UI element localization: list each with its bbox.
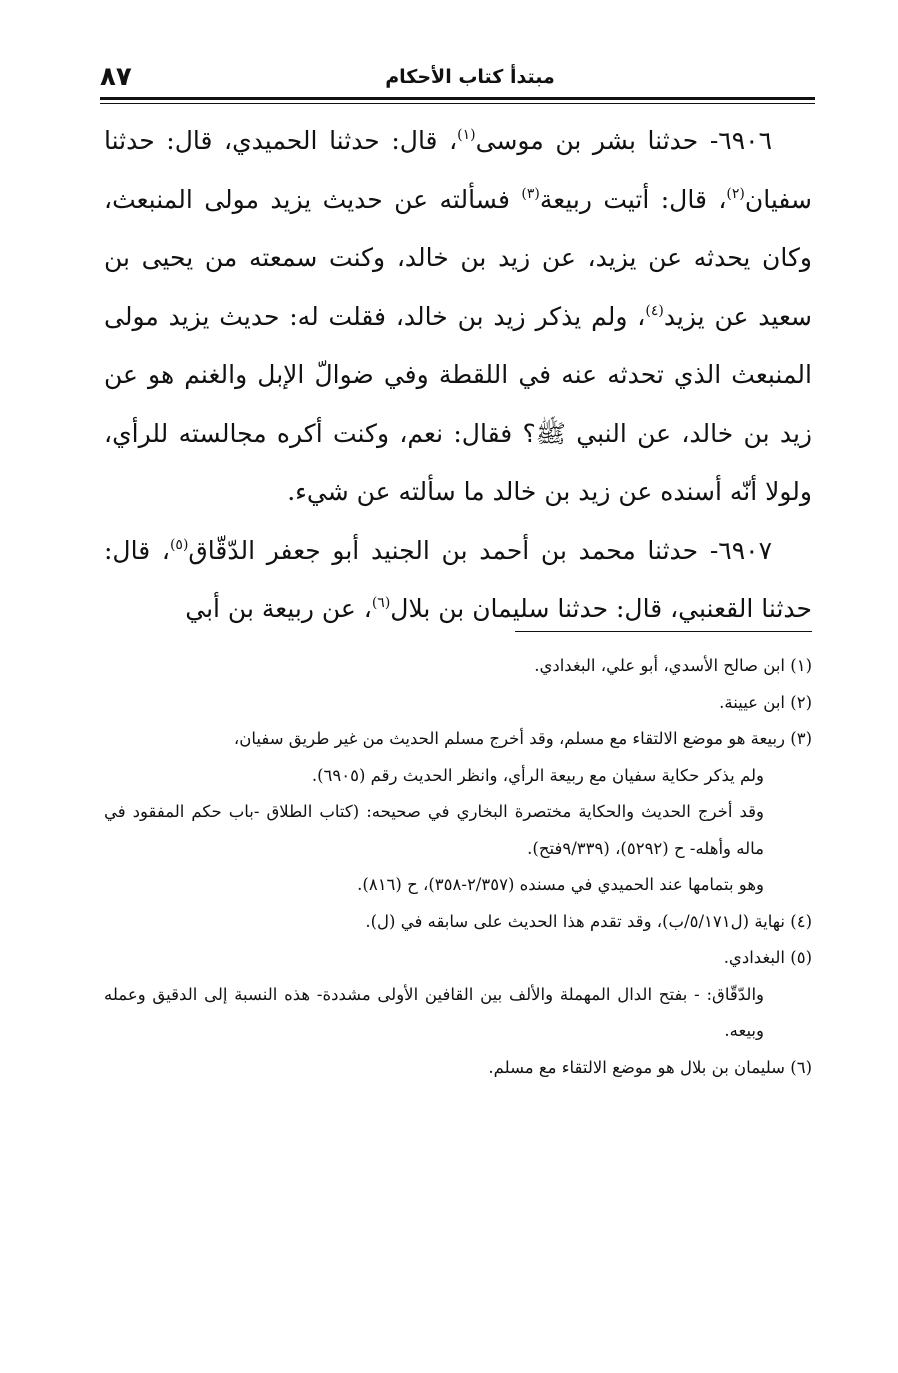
footnote-mark: (٢) [726, 185, 745, 202]
hadith-6907-paragraph [104, 522, 812, 639]
text-segment: ، عن ربيعة بن أبي [185, 594, 372, 623]
footnote-5: (٥) البغدادي. [723, 948, 812, 967]
footnote-mark: (٥) [169, 536, 189, 553]
footnote-6: (٦) سليمان بن بلال هو موضع الالتقاء مع مسلم. [488, 1057, 812, 1077]
footnote-mark: (٣) [521, 185, 540, 202]
footnote-mark: (١) [457, 127, 476, 143]
page-header [100, 52, 815, 98]
page-number: ٨٧ [100, 62, 132, 92]
text-segment: ، ولم يذكر زيد بن خالد، فقلت له: حديث يزيد مولى المنبعث الذي تحدثه عنه في اللقطة وفي ضوالّ الإبل والغنم هو عن زيد بن خالد، عن النبي ﷺ؟ فقال: نعم، وكنت أكره مجالسته للرأي، ولولا أنّه أسنده عن زيد بن خالد ما سألته عن شيء. [104, 301, 812, 506]
hadith-6906-paragraph [104, 112, 812, 522]
footnote-mark: (٤) [645, 302, 664, 319]
header-rule-thick [100, 97, 815, 100]
footnote-3: (٣) ربيعة هو موضع الالتقاء مع مسلم، وقد أخرج مسلم الحديث من غير طريق سفيان، [233, 729, 812, 748]
text-segment: ، قال: أتيت ربيعة [539, 184, 727, 214]
header-rule-thin [100, 103, 815, 104]
text-segment: ٦٩٠٧- حدثنا محمد بن أحمد بن الجنيد أبو جعفر الدّقّاق [188, 535, 773, 565]
text-segment: ٦٩٠٦- حدثنا بشر بن موسى [475, 126, 772, 155]
footnote-3-continuation: وهو بتمامها عند الحميدي في مسنده (٢/٣٥٧-٣٥٨)، ح (٨١٦). [357, 875, 764, 894]
footnotes [104, 648, 812, 1086]
text-segment: فسألته عن حديث يزيد مولى المنبعث، وكان يحدثه عن يزيد، عن زيد بن خالد، وكنت سمعته من يحيى بن سعيد عن يزيد [104, 184, 812, 331]
footnote-mark: (٦) [371, 595, 391, 611]
footnote-4: (٤) نهاية (ل٥/١٧١/ب)، وقد تقدم هذا الحديث على سابقه في (ل). [365, 911, 812, 931]
footnote-3-continuation: وقد أخرج الحديث والحكاية مختصرة البخاري في صحيحه: (كتاب الطلاق -باب حكم المفقود في ماله وأهله- ح (٥٢٩٢)، (٩/٣٣٩فتح). [104, 802, 764, 858]
text-segment: ، قال: حدثنا القعنبي، قال: حدثنا سليمان بن بلال [104, 535, 812, 623]
footnote-separator [515, 631, 812, 632]
text-segment: ، قال: حدثنا الحميدي، قال: حدثنا سفيان [104, 126, 812, 214]
footnote-1: (١) ابن صالح الأسدي، أبو علي، البغدادي. [534, 656, 812, 675]
footnote-5-continuation: والدّقّاق: - بفتح الدال المهملة والألف بين القافين الأولى مشددة- هذه النسبة إلى الدقيق وعمله وبيعه. [104, 984, 764, 1040]
main-text [104, 112, 812, 639]
footnote-2: (٢) ابن عيينة. [719, 692, 812, 712]
footnote-3-continuation: ولم يذكر حكاية سفيان مع ربيعة الرأي، وانظر الحديث رقم (٦٩٠٥). [311, 765, 764, 785]
running-title: مبتدأ كتاب الأحكام [385, 66, 555, 88]
